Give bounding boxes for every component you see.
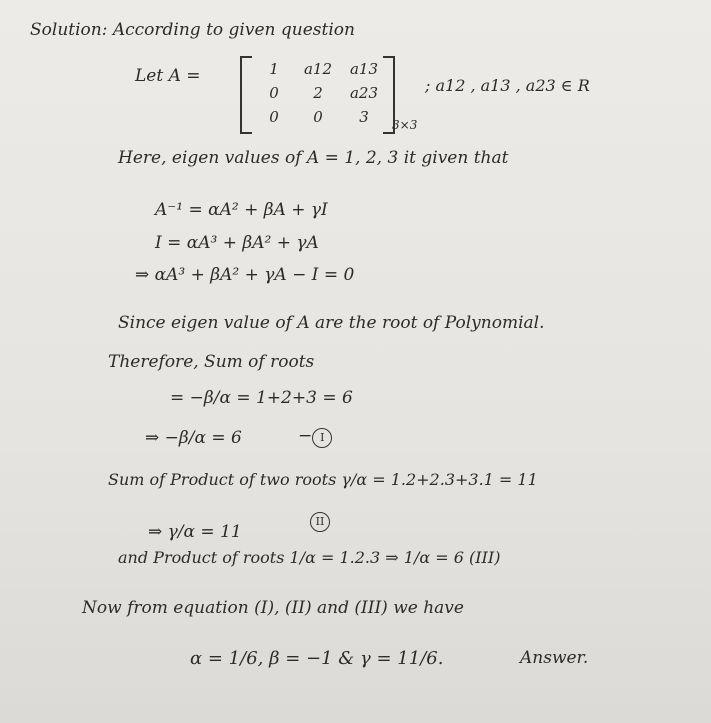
matrix-cell-r3c3: 3 — [359, 108, 369, 126]
matrix-cell-r2c2: 2 — [313, 84, 323, 102]
beta-over-alpha: ⇒ −β/α = 6 — [145, 428, 242, 448]
let-label: Let A = — [135, 66, 201, 86]
therefore-line: Therefore, Sum of roots — [108, 352, 315, 372]
equation-tag-2-circle: II — [310, 512, 330, 532]
matrix-condition: ; a12 , a13 , a23 ∈ R — [425, 76, 590, 95]
matrix-cell-r2c1: 0 — [269, 84, 279, 102]
equation-tag-1-circle: I — [312, 428, 332, 448]
matrix-cell-r3c2: 0 — [313, 108, 323, 126]
gamma-over-alpha: ⇒ γ/α = 11 — [148, 522, 242, 542]
eigen-values-line: Here, eigen values of A = 1, 2, 3 it given that — [118, 148, 509, 168]
final-result: α = 1/6, β = −1 & γ = 11/6. — [190, 648, 444, 669]
matrix-left-bracket — [240, 56, 252, 134]
solution-heading: Solution: According to given question — [30, 20, 355, 40]
answer-label: Answer. — [520, 648, 589, 668]
sum-of-product-two-roots: Sum of Product of two roots γ/α = 1.2+2.3+3.1 = 11 — [108, 470, 538, 489]
equation-tag-1: − I — [298, 426, 332, 448]
matrix-cell-r2c3: a23 — [349, 84, 379, 102]
equation-identity: I = αA³ + βA² + γA — [155, 233, 319, 253]
now-line: Now from equation (I), (II) and (III) we have — [82, 598, 464, 618]
matrix-size: 3×3 — [392, 118, 418, 132]
product-of-roots: and Product of roots 1/α = 1.2.3 ⇒ 1/α = 6 (III) — [118, 548, 501, 567]
matrix-cell-r1c2: a12 — [303, 60, 333, 78]
matrix-cell-r1c3: a13 — [349, 60, 379, 78]
equation-inverse: A⁻¹ = αA² + βA + γI — [155, 200, 328, 220]
matrix-cell-r3c1: 0 — [269, 108, 279, 126]
since-line: Since eigen value of A are the root of Polynomial. — [118, 313, 545, 333]
sum-of-roots: = −β/α = 1+2+3 = 6 — [170, 388, 353, 408]
matrix-a — [240, 56, 395, 134]
equation-polynomial: ⇒ αA³ + βA² + γA − I = 0 — [135, 265, 355, 285]
equation-tag-2 — [310, 510, 330, 532]
matrix-cell-r1c1: 1 — [269, 60, 279, 78]
